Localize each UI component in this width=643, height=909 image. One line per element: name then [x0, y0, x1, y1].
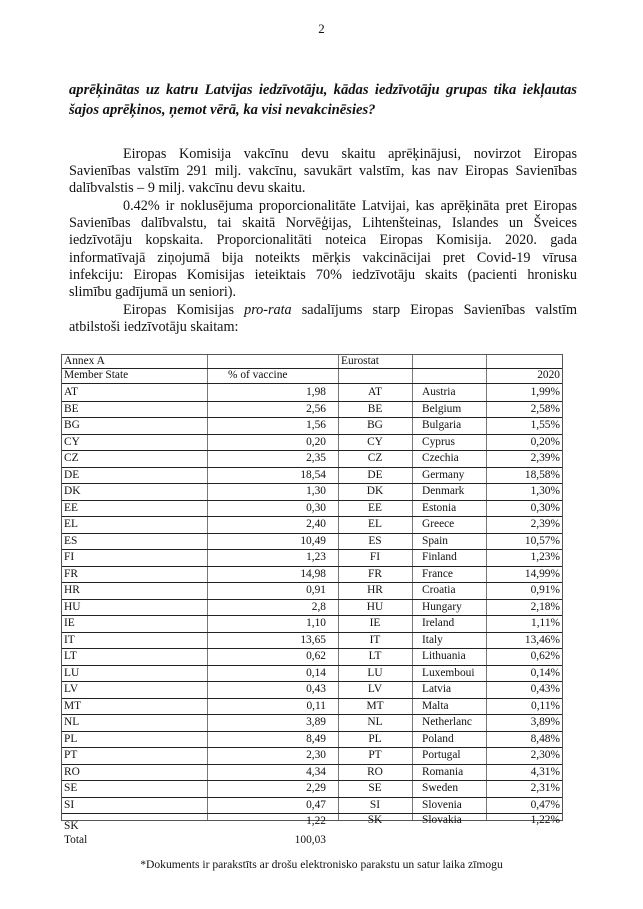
table-row	[62, 401, 562, 418]
country-name: Bulgaria	[422, 419, 462, 431]
member-code: IE	[64, 617, 75, 629]
eurostat-pct: 0,47%	[530, 798, 560, 811]
header-annex: Annex A	[64, 355, 105, 367]
eurostat-pct: 0,43%	[530, 683, 560, 695]
paragraph-vaccine-allocation	[69, 146, 577, 198]
table-row	[62, 632, 562, 649]
country-name: Belgium	[422, 402, 462, 415]
vaccine-pct: 2,29	[306, 782, 326, 794]
table-header-row	[62, 369, 562, 383]
member-code: EE	[64, 501, 78, 514]
member-code: CY	[64, 435, 80, 448]
country-name: Slovakia	[422, 814, 462, 826]
eurostat-code: RO	[367, 765, 383, 778]
table-row	[62, 500, 562, 517]
table-row	[62, 483, 562, 500]
table-row	[62, 681, 562, 698]
page-number: 2	[318, 21, 325, 36]
vaccine-allocation-table	[61, 354, 563, 846]
eurostat-code: LV	[367, 683, 383, 695]
vaccine-pct: 10,49	[300, 534, 326, 547]
country-name: Sweden	[422, 782, 459, 794]
eurostat-pct: 2,18%	[530, 600, 560, 613]
eurostat-code: FR	[368, 567, 382, 580]
eurostat-pct: 1,55%	[530, 419, 560, 431]
member-code: HR	[64, 584, 80, 596]
vaccine-pct: 0,62	[306, 650, 326, 662]
eurostat-pct: 0,14%	[530, 666, 560, 679]
vaccine-pct: 1,98	[306, 386, 326, 398]
paragraph-line: Savienības valstīm 291 milj. vakcīnu, savukārt valstīm, kas nav Eiropas Savienības	[69, 163, 577, 180]
eurostat-code: DE	[367, 468, 383, 481]
vaccine-pct: 13,65	[300, 633, 326, 646]
paragraph-line: infekciju: Eiropas Komisijas ieteiktais 70% iedzīvotāju skaits (pacienti hronisku	[69, 266, 577, 283]
paragraph-line	[69, 302, 577, 319]
eurostat-pct: 2,39%	[530, 452, 560, 464]
eurostat-pct: 1,99%	[530, 386, 560, 398]
member-code: FI	[64, 551, 75, 563]
eurostat-code: HU	[366, 600, 384, 613]
table-row	[62, 665, 562, 682]
paragraph-line: informatīvajā ziņojumā bija noteikts mērķis vakcinācijai pret Covid-19 vīrusa	[69, 249, 577, 266]
vaccine-pct: 3,89	[306, 716, 326, 728]
eurostat-code: AT	[368, 386, 382, 398]
paragraph-line: 0.42% ir noklusējuma proporcionalitāte Latvijai, kas aprēķināta pret Eiropas	[123, 198, 577, 214]
eurostat-pct: 1,23%	[530, 551, 560, 563]
country-name: Greece	[422, 518, 455, 530]
member-code: DE	[64, 468, 80, 481]
vaccine-pct: 8,49	[306, 732, 326, 745]
vaccine-pct: 0,47	[306, 798, 326, 811]
eurostat-pct: 2,39%	[530, 518, 560, 530]
country-name: Spain	[422, 534, 448, 547]
member-code: DK	[64, 485, 81, 497]
eurostat-pct: 0,11%	[531, 699, 560, 712]
eurostat-pct: 1,30%	[530, 485, 560, 497]
question-heading	[69, 80, 577, 120]
country-name: Finland	[422, 551, 457, 563]
country-name: Portugal	[422, 749, 461, 761]
table-row	[62, 731, 562, 748]
vaccine-pct: 2,30	[306, 749, 326, 761]
country-name: Hungary	[422, 600, 462, 613]
eurostat-code: BE	[367, 402, 383, 415]
vaccine-pct: 0,20	[306, 435, 326, 448]
country-name: Germany	[422, 468, 465, 481]
member-code: PL	[64, 732, 78, 745]
vaccine-pct: 0,30	[306, 501, 326, 514]
eurostat-code: SK	[367, 814, 383, 826]
table-row	[62, 516, 562, 533]
vaccine-pct: 2,8	[311, 600, 326, 613]
eurostat-pct: 10,57%	[524, 534, 560, 547]
header-member-state: Member State	[64, 369, 129, 381]
vaccine-pct: 2,40	[306, 518, 326, 530]
country-name: Malta	[422, 699, 449, 712]
vaccine-pct: 0,43	[306, 683, 326, 695]
member-code: BG	[64, 419, 80, 431]
country-name: Cyprus	[422, 435, 455, 448]
member-code: EL	[64, 518, 78, 530]
paragraph-line: atbilstoši iedzīvotāju skaitam:	[69, 319, 239, 336]
signature-note: *Dokuments ir parakstīts ar drošu elektronisko parakstu un satur laika zīmogu	[140, 858, 503, 871]
eurostat-pct: 0,20%	[530, 435, 560, 448]
country-name: Italy	[422, 633, 443, 646]
question-line: aprēķinātas uz katru Latvijas iedzīvotāju, kādas iedzīvotāju grupas tika iekļautas	[69, 82, 577, 98]
country-name: Estonia	[422, 501, 457, 514]
table-row	[62, 764, 562, 781]
eurostat-code: CY	[367, 435, 383, 448]
table-row	[62, 533, 562, 550]
table-row	[62, 467, 562, 484]
member-code: NL	[64, 716, 80, 728]
country-name: Czechia	[422, 452, 459, 464]
eurostat-pct: 0,91%	[530, 584, 560, 596]
member-code: FR	[64, 567, 78, 580]
table-row	[62, 434, 562, 451]
table-row	[62, 549, 562, 566]
member-code: LV	[64, 683, 79, 695]
paragraph-line: slimību gadījumā un seniori).	[69, 284, 237, 301]
eurostat-code: BG	[367, 419, 383, 431]
member-code: AT	[64, 386, 78, 398]
paragraph-line: iedzīvotāju kopskaita. Proporcionalitāti noteica Eiropas Komisija. 2020. gada	[69, 232, 577, 249]
table-row	[62, 599, 562, 616]
eurostat-pct: 2,58%	[530, 402, 560, 415]
country-name: Luxemboui	[422, 666, 475, 679]
eurostat-pct: 3,89%	[530, 716, 560, 728]
member-code: SE	[64, 782, 78, 794]
vaccine-pct: 18,54	[300, 468, 326, 481]
member-code: PT	[64, 749, 78, 761]
eurostat-pct: 14,99%	[524, 567, 560, 580]
table-row	[62, 566, 562, 583]
vaccine-pct: 2,35	[306, 452, 326, 464]
vaccine-pct: 4,34	[306, 765, 326, 778]
eurostat-code: EL	[368, 518, 382, 530]
country-name: Slovenia	[422, 798, 462, 811]
header-eurostat: Eurostat	[341, 355, 379, 367]
country-name: Lithuania	[422, 650, 466, 662]
member-code: SK	[64, 820, 79, 832]
member-code: HU	[64, 600, 81, 613]
text: Eiropas Komisijas	[123, 302, 245, 318]
eurostat-code: ES	[368, 534, 382, 547]
vaccine-pct: 1,30	[306, 485, 326, 497]
eurostat-pct: 13,46%	[524, 633, 560, 646]
table-row	[62, 417, 562, 434]
eurostat-code: IE	[369, 617, 381, 629]
table-row	[62, 384, 562, 401]
table-row	[62, 747, 562, 764]
vaccine-pct: 1,56	[306, 419, 326, 431]
table-row	[62, 615, 562, 632]
table-row	[62, 780, 562, 797]
country-name: Austria	[422, 386, 456, 398]
vaccine-pct: 2,56	[306, 402, 326, 415]
member-code: IT	[64, 633, 75, 646]
table-row	[62, 698, 562, 715]
country-name: Poland	[422, 732, 454, 745]
eurostat-code: IT	[369, 633, 381, 646]
eurostat-code: SE	[368, 782, 382, 794]
eurostat-code: PT	[368, 749, 382, 761]
table-row	[62, 714, 562, 731]
question-line: šajos aprēķinos, ņemot vērā, ka visi nevakcinēsies?	[69, 102, 376, 118]
paragraph-line: Savienības dalībvalstu, tai skaitā Norvēģijas, Lihtenšteinas, Islandes un Šveices	[69, 215, 577, 232]
member-code: CZ	[64, 452, 79, 464]
text: sadalījums starp Eiropas Savienības valstīm	[291, 302, 578, 318]
table-row	[62, 814, 562, 846]
vaccine-pct: 14,98	[300, 567, 326, 580]
eurostat-pct: 0,62%	[530, 650, 560, 662]
eurostat-pct: 1,11%	[531, 617, 560, 629]
table-header-row	[62, 355, 562, 368]
table-row	[62, 648, 562, 665]
country-name: Denmark	[422, 485, 465, 497]
country-name: Netherlanc	[422, 716, 472, 728]
country-name: France	[422, 567, 453, 580]
table-row	[62, 582, 562, 599]
total-label: Total	[64, 834, 88, 846]
country-name: Croatia	[422, 584, 456, 596]
member-code: LT	[64, 650, 77, 662]
paragraph-pro-rata	[69, 302, 577, 336]
eurostat-pct: 4,31%	[530, 765, 560, 778]
country-name: Latvia	[422, 683, 452, 695]
eurostat-code: PL	[368, 732, 382, 745]
total-value: 100,03	[294, 834, 326, 846]
eurostat-pct: 8,48%	[530, 732, 560, 745]
eurostat-code: HR	[367, 584, 383, 596]
table-row	[62, 797, 562, 814]
eurostat-pct: 2,31%	[530, 782, 560, 794]
eurostat-code: NL	[367, 716, 383, 728]
vaccine-pct: 0,14	[306, 666, 326, 679]
vaccine-pct: 1,23	[306, 551, 326, 563]
eurostat-code: DK	[366, 485, 384, 497]
paragraph-line: Eiropas Komisija vakcīnu devu skaitu aprēķinājusi, novirzot Eiropas	[123, 146, 577, 162]
eurostat-pct: 2,30%	[530, 749, 560, 761]
eurostat-code: SI	[369, 798, 381, 811]
member-code: MT	[64, 699, 82, 712]
paragraph-proportionality	[69, 198, 577, 301]
member-code: SI	[64, 798, 75, 811]
member-code: RO	[64, 765, 80, 778]
paragraph-line: dalībvalstis – 9 milj. vakcīnu devu skaitu.	[69, 180, 306, 197]
eurostat-code: LT	[368, 650, 382, 662]
country-name: Romania	[422, 765, 464, 778]
eurostat-pct: 1,22%	[530, 814, 560, 826]
member-code: ES	[64, 534, 78, 547]
eurostat-code: LU	[367, 666, 383, 679]
member-code: BE	[64, 402, 79, 415]
eurostat-pct: 18,58%	[524, 468, 560, 481]
member-code: LU	[64, 666, 80, 679]
eurostat-code: EE	[368, 501, 382, 514]
eurostat-code: CZ	[367, 452, 383, 464]
vaccine-pct: 0,11	[306, 699, 326, 712]
header-vaccine-pct: % of vaccine	[228, 369, 288, 381]
header-year: 2020	[537, 369, 560, 381]
vaccine-pct: 1,22	[306, 815, 326, 827]
vaccine-pct: 0,91	[306, 584, 326, 596]
eurostat-code: FI	[369, 551, 381, 563]
table-row	[62, 450, 562, 467]
italic-term: pro-rata	[244, 302, 292, 318]
vaccine-pct: 1,10	[306, 617, 326, 629]
eurostat-code: MT	[366, 699, 384, 712]
eurostat-pct: 0,30%	[530, 501, 560, 514]
country-name: Ireland	[422, 617, 455, 629]
